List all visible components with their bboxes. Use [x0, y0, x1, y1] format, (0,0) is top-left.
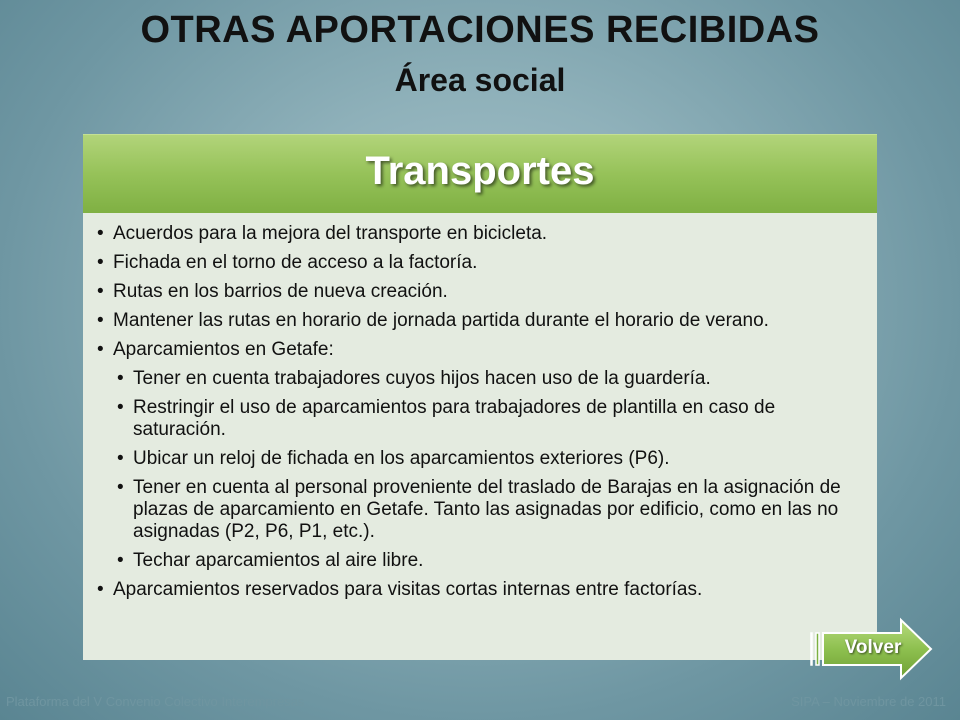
content-panel	[83, 134, 877, 660]
sub-list-item: • Ubicar un reloj de fichada en los aparcamientos exteriores (P6).	[115, 448, 859, 470]
slide-title: OTRAS APORTACIONES RECIBIDAS	[140, 9, 820, 51]
footer-left: Plataforma del V Convenio Colectivo Interempresas	[6, 694, 305, 709]
panel-header	[83, 134, 877, 213]
volver-label[interactable]: Volver	[844, 637, 902, 658]
sub-list-item: • Restringir el uso de aparcamientos para trabajadores de plantilla en caso de saturación.	[115, 397, 859, 441]
list-item: • Rutas en los barrios de nueva creación.	[95, 281, 859, 303]
sub-list-item: • Tener en cuenta trabajadores cuyos hijos hacen uso de la guardería.	[115, 368, 859, 390]
sub-list-item: • Techar aparcamientos al aire libre.	[115, 550, 859, 572]
list-item: • Fichada en el torno de acceso a la factoría.	[95, 252, 859, 274]
list-item: • Mantener las rutas en horario de jornada partida durante el horario de verano.	[95, 310, 859, 332]
list-item: • Acuerdos para la mejora del transporte en bicicleta.	[95, 223, 859, 245]
slide-subtitle: Área social	[394, 62, 566, 98]
bullet-list	[83, 213, 877, 601]
list-item: • Aparcamientos reservados para visitas cortas internas entre factorías.	[95, 579, 859, 601]
volver-button[interactable]	[809, 617, 933, 681]
footer-right: SIPA – Noviembre de 2011	[791, 694, 946, 709]
sub-list-item: • Tener en cuenta al personal proveniente del traslado de Barajas en la asignación de plazas de aparcamiento en Getafe. Tanto las asignadas por edificio, como en las no asignadas (P2, P6, P1, etc.).	[115, 477, 859, 543]
list-item: • Aparcamientos en Getafe:	[95, 339, 859, 361]
panel-header-title: Transportes	[365, 148, 595, 193]
